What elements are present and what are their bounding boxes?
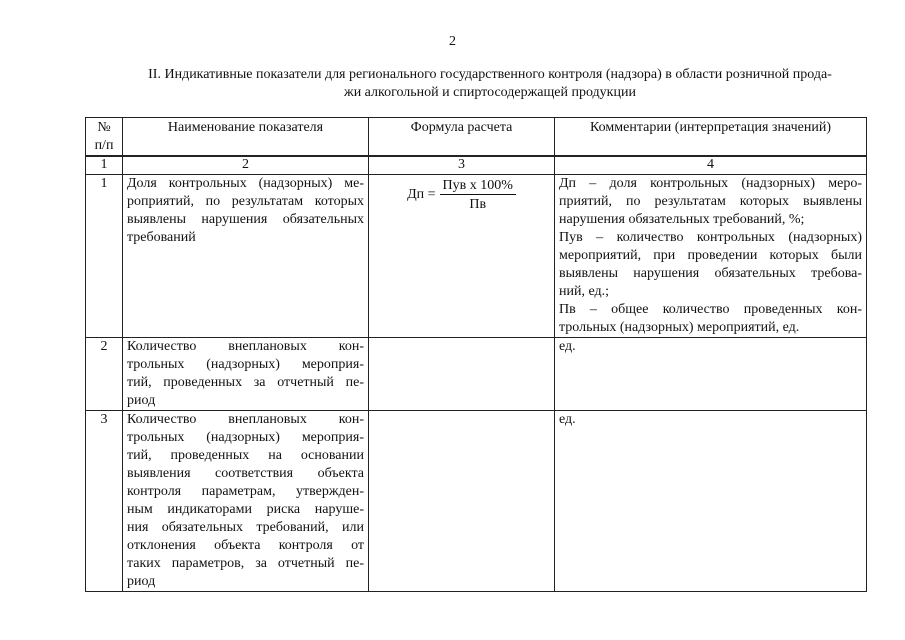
comment-line: выявлены нарушения обязательных требова- [559,266,862,281]
indicator-name-line: тий, проведенных за отчетный пе- [127,375,364,390]
table-row [86,411,867,592]
formula-fraction [440,177,516,213]
column-number: 3 [369,156,555,175]
indicator-name-line: риод [127,574,156,589]
formula-denominator: Пв [469,197,487,212]
indicator-name-line: отклонения объекта контроля от [127,538,364,553]
header-name: Наименование показателя [123,118,369,157]
comment-line: Пв – общее количество проведенных кон- [559,302,862,317]
indicators-table [85,117,867,592]
formula-numerator: Пув x 100% [440,177,516,195]
row-number: 1 [86,175,123,338]
indicator-name-line: выявлены нарушения обязательных [127,212,364,227]
indicator-name-line: трольных (надзорных) мероприя- [127,357,364,372]
comment-line: приятий, по результатам которых выявлены [559,194,862,209]
indicator-name-line: Количество внеплановых кон- [127,412,364,427]
section-title-line-1: II. Индикативные показатели для регионального государственного контроля (надзора) в области розничной прода- [148,67,832,82]
section-title [100,66,880,102]
comment-line: Дп – доля контрольных (надзорных) меро- [559,176,862,191]
row-number: 2 [86,338,123,411]
formula-cell [369,411,555,592]
header-comment: Комментарии (интерпретация значений) [555,118,867,157]
comment-line: трольных (надзорных) мероприятий, ед. [559,320,800,335]
indicator-name-line: ным индикаторами риска наруше- [127,502,364,517]
indicator-name-line: требований [127,230,196,245]
indicator-name-line: выявления соответствия объекта [127,466,364,481]
header-num-line-2: п/п [94,138,114,153]
indicator-name-line: ния обязательных требований, или [127,520,364,535]
table-row [86,175,867,338]
row-number: 3 [86,411,123,592]
section-title-line-2: жи алкогольной и спиртосодержащей продукции [344,85,636,100]
column-number: 1 [86,156,123,175]
indicator-name-line: Количество внеплановых кон- [127,339,364,354]
header-num-line-1: № [97,120,111,135]
comment-cell: ед. [555,338,867,411]
comment-cell [555,175,867,338]
indicator-name-line: контроля параметрам, утвержден- [127,484,364,499]
indicator-name [123,175,369,338]
page-number: 2 [449,34,456,49]
indicator-name [123,338,369,411]
formula-lhs: Дп = [407,187,436,202]
column-number: 4 [555,156,867,175]
comment-cell: ед. [555,411,867,592]
formula [373,175,550,213]
indicator-name-line: таких параметров, за отчетный пе- [127,556,364,571]
formula-cell [369,338,555,411]
table-header-row [86,118,867,157]
indicator-name-line: Доля контрольных (надзорных) ме- [127,176,364,191]
column-number: 2 [123,156,369,175]
comment-line: мероприятий, при проведении которых были [559,248,862,263]
column-numbers-row [86,156,867,175]
indicator-name-line: роприятий, по результатам которых [127,194,364,209]
table-row [86,338,867,411]
comment-line: ний, ед.; [559,284,610,299]
indicator-name-line: трольных (надзорных) мероприя- [127,430,364,445]
comment-line: Пув – количество контрольных (надзорных) [559,230,862,245]
indicator-name-line: риод [127,393,156,408]
header-formula: Формула расчета [369,118,555,157]
comment-line: нарушения обязательных требований, %; [559,212,805,227]
indicator-name [123,411,369,592]
indicator-name-line: тий, проведенных на основании [127,448,364,463]
formula-cell [369,175,555,338]
header-num [86,118,123,157]
